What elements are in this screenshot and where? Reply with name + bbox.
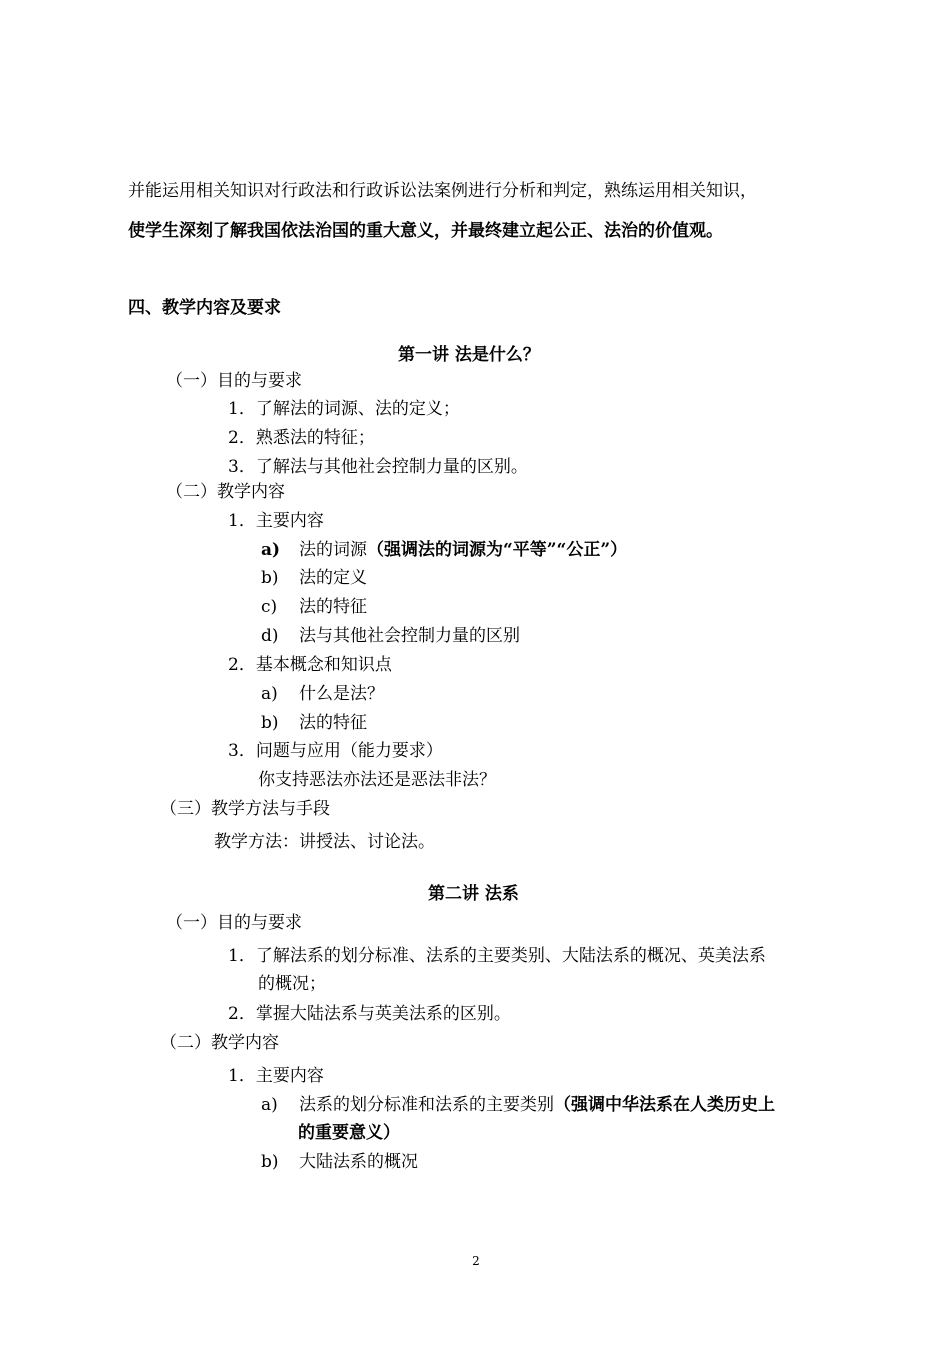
l1-method-heading: （三）教学方法与手段 [160, 799, 330, 819]
l1-main-item-c [261, 596, 367, 618]
item-text: 法的特征 [299, 713, 367, 733]
l2-goals-heading: （一）目的与要求 [166, 913, 302, 933]
l1-concepts-heading: 2．基本概念和知识点 [228, 655, 392, 675]
l1-goal-item: 2．熟悉法的特征； [228, 428, 375, 448]
item-text: 法的特征 [299, 597, 367, 617]
item-label: b) [261, 713, 279, 733]
item-label: a) [261, 540, 281, 560]
item-text: 大陆法系的概况 [299, 1152, 418, 1172]
item-emphasis: （强调中华法系在人类历史上 [554, 1095, 775, 1115]
intro-line-2: 使学生深刻了解我国依法治国的重大意义，并最终建立起公正、法治的价值观。 [128, 221, 723, 241]
l1-main-item-d [261, 625, 520, 647]
item-label: a) [261, 1095, 278, 1115]
l1-goals-heading: （一）目的与要求 [166, 371, 302, 391]
section-title: 四、教学内容及要求 [128, 298, 281, 318]
l1-concept-item-a [261, 683, 384, 705]
l1-goal-item: 1．了解法的词源、法的定义； [228, 399, 460, 419]
item-label: b) [261, 568, 279, 588]
l1-apply-question: 你支持恶法亦法还是恶法非法？ [258, 770, 496, 790]
l2-goal-item: 1．了解法系的划分标准、法系的主要类别、大陆法系的概况、英美法系 [228, 946, 766, 966]
item-label: d) [261, 626, 279, 646]
item-text: 法的定义 [299, 568, 367, 588]
item-text: 法系的划分标准和法系的主要类别 [299, 1095, 554, 1115]
lecture1-title: 第一讲 法是什么？ [398, 345, 540, 365]
lecture2-title: 第二讲 法系 [428, 884, 519, 904]
l1-main-item-a [261, 539, 627, 561]
l2-main-item-a-cont: 的重要意义） [298, 1123, 400, 1143]
page-number: 2 [472, 1254, 480, 1268]
l1-method-text: 教学方法：讲授法、讨论法。 [214, 832, 435, 852]
item-text: 法与其他社会控制力量的区别 [299, 626, 520, 646]
item-text: 法的词源 [299, 540, 367, 560]
l1-apply-heading: 3．问题与应用（能力要求） [228, 741, 443, 761]
l2-goal-item: 2．掌握大陆法系与英美法系的区别。 [228, 1004, 511, 1024]
intro-line-1: 并能运用相关知识对行政法和行政诉讼法案例进行分析和判定，熟练运用相关知识， [128, 181, 757, 201]
l2-main-heading: 1．主要内容 [228, 1066, 324, 1086]
l2-main-item-b [261, 1151, 418, 1173]
item-label: c) [261, 597, 278, 617]
l2-main-item-a [261, 1094, 775, 1116]
item-text: 什么是法？ [299, 684, 384, 704]
item-emphasis: （强调法的词源为“平等”“公正”） [367, 540, 628, 560]
l1-main-heading: 1．主要内容 [228, 511, 324, 531]
l1-content-heading: （二）教学内容 [166, 482, 285, 502]
l1-goal-item: 3．了解法与其他社会控制力量的区别。 [228, 457, 528, 477]
l1-main-item-b [261, 567, 367, 589]
item-label: b) [261, 1152, 279, 1172]
item-label: a) [261, 684, 278, 704]
l2-goal-item-cont: 的概况； [258, 974, 326, 994]
l2-content-heading: （二）教学内容 [160, 1033, 279, 1053]
l1-concept-item-b [261, 712, 367, 734]
